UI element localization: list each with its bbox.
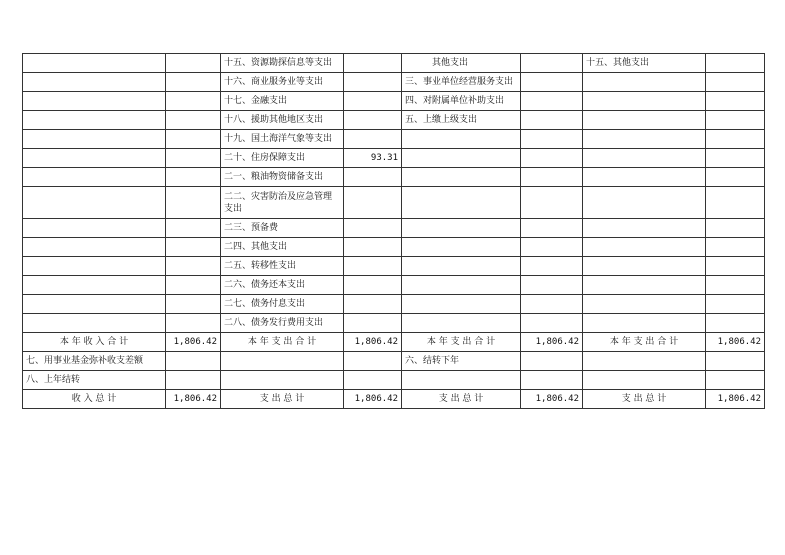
table-cell: [23, 54, 166, 73]
table-cell: 二三、预备费: [221, 219, 344, 238]
table-cell: [344, 257, 402, 276]
table-cell: [706, 276, 765, 295]
table-cell: [23, 187, 166, 219]
table-cell: [521, 111, 583, 130]
table-cell: [583, 276, 706, 295]
table-cell: [344, 73, 402, 92]
table-cell: [706, 238, 765, 257]
budget-table: [22, 53, 765, 409]
table-cell: [166, 149, 221, 168]
table-row: [23, 352, 765, 371]
table-cell: [706, 168, 765, 187]
table-cell: [521, 314, 583, 333]
table-cell: [166, 314, 221, 333]
table-cell: 十八、援助其他地区支出: [221, 111, 344, 130]
table-cell: 收 入 总 计: [23, 390, 166, 409]
table-cell: [23, 219, 166, 238]
table-cell: [583, 149, 706, 168]
table-cell: [23, 314, 166, 333]
table-cell: [583, 168, 706, 187]
table-cell: [344, 371, 402, 390]
table-cell: 六、结转下年: [402, 352, 521, 371]
table-row: [23, 390, 765, 409]
table-row: [23, 333, 765, 352]
table-cell: [402, 130, 521, 149]
table-cell: [402, 149, 521, 168]
table-row: [23, 295, 765, 314]
table-cell: [706, 73, 765, 92]
table-cell: [344, 92, 402, 111]
table-row: [23, 168, 765, 187]
table-cell: 二五、转移性支出: [221, 257, 344, 276]
table-cell: 1,806.42: [521, 333, 583, 352]
table-cell: [23, 295, 166, 314]
table-cell: [706, 219, 765, 238]
table-cell: 七、用事业基金弥补收支差额: [23, 352, 166, 371]
table-cell: [402, 295, 521, 314]
table-cell: [521, 73, 583, 92]
table-cell: [583, 187, 706, 219]
table-cell: [706, 314, 765, 333]
table-cell: [402, 371, 521, 390]
table-row: [23, 257, 765, 276]
table-cell: 1,806.42: [706, 333, 765, 352]
table-cell: [166, 111, 221, 130]
table-cell: [583, 371, 706, 390]
table-row: [23, 371, 765, 390]
table-cell: [166, 73, 221, 92]
budget-table-body: [23, 54, 765, 409]
table-cell: [23, 73, 166, 92]
table-cell: [166, 352, 221, 371]
table-cell: 十六、商业服务业等支出: [221, 73, 344, 92]
table-row: [23, 219, 765, 238]
table-cell: 本 年 支 出 合 计: [402, 333, 521, 352]
table-row: [23, 54, 765, 73]
table-cell: [23, 111, 166, 130]
table-cell: 十五、其他支出: [583, 54, 706, 73]
table-cell: [344, 314, 402, 333]
table-cell: [344, 219, 402, 238]
table-cell: 1,806.42: [521, 390, 583, 409]
table-row: [23, 73, 765, 92]
table-cell: [583, 130, 706, 149]
table-cell: [583, 92, 706, 111]
table-cell: [221, 371, 344, 390]
table-cell: [402, 168, 521, 187]
table-cell: [344, 130, 402, 149]
table-cell: 二七、债务付息支出: [221, 295, 344, 314]
table-cell: [402, 276, 521, 295]
table-cell: 四、对附属单位补助支出: [402, 92, 521, 111]
table-cell: [521, 257, 583, 276]
table-cell: [166, 168, 221, 187]
table-cell: [402, 219, 521, 238]
table-cell: [706, 111, 765, 130]
table-cell: [23, 130, 166, 149]
table-cell: [706, 187, 765, 219]
table-cell: 93.31: [344, 149, 402, 168]
table-cell: [166, 54, 221, 73]
table-cell: 二八、债务发行费用支出: [221, 314, 344, 333]
table-cell: [521, 168, 583, 187]
table-cell: [344, 295, 402, 314]
table-cell: [521, 238, 583, 257]
table-cell: 二四、其他支出: [221, 238, 344, 257]
table-cell: [583, 73, 706, 92]
table-cell: [706, 257, 765, 276]
table-row: [23, 111, 765, 130]
table-cell: [521, 149, 583, 168]
table-cell: 十九、国土海洋气象等支出: [221, 130, 344, 149]
table-cell: [706, 352, 765, 371]
table-cell: [166, 130, 221, 149]
table-cell: [402, 238, 521, 257]
table-cell: 本 年 支 出 合 计: [221, 333, 344, 352]
table-cell: 支 出 总 计: [583, 390, 706, 409]
table-cell: 二六、债务还本支出: [221, 276, 344, 295]
table-cell: [166, 92, 221, 111]
table-cell: 二二、灾害防治及应急管理支出: [221, 187, 344, 219]
table-cell: [583, 238, 706, 257]
table-cell: [344, 168, 402, 187]
table-cell: [583, 219, 706, 238]
table-cell: [583, 295, 706, 314]
table-cell: [402, 314, 521, 333]
table-cell: [583, 111, 706, 130]
table-row: [23, 187, 765, 219]
table-cell: [166, 295, 221, 314]
table-cell: [706, 149, 765, 168]
table-row: [23, 276, 765, 295]
table-cell: [166, 238, 221, 257]
table-cell: [706, 371, 765, 390]
table-cell: [706, 130, 765, 149]
table-cell: [706, 54, 765, 73]
table-cell: 十七、金融支出: [221, 92, 344, 111]
table-cell: 1,806.42: [166, 333, 221, 352]
table-row: [23, 149, 765, 168]
table-cell: 1,806.42: [706, 390, 765, 409]
table-cell: [521, 54, 583, 73]
table-row: [23, 314, 765, 333]
table-cell: 八、上年结转: [23, 371, 166, 390]
table-cell: [23, 238, 166, 257]
table-cell: [521, 295, 583, 314]
table-cell: 本 年 支 出 合 计: [583, 333, 706, 352]
table-cell: [344, 54, 402, 73]
table-cell: 二十、住房保障支出: [221, 149, 344, 168]
table-cell: 1,806.42: [166, 390, 221, 409]
table-cell: 支 出 总 计: [221, 390, 344, 409]
table-cell: [521, 219, 583, 238]
table-cell: [221, 352, 344, 371]
table-cell: [521, 352, 583, 371]
table-cell: [23, 276, 166, 295]
table-row: [23, 130, 765, 149]
table-cell: [402, 257, 521, 276]
table-cell: [583, 314, 706, 333]
table-cell: 五、上缴上级支出: [402, 111, 521, 130]
table-cell: [521, 187, 583, 219]
table-cell: [344, 111, 402, 130]
table-cell: [583, 352, 706, 371]
table-cell: [344, 187, 402, 219]
table-cell: [706, 92, 765, 111]
table-cell: [583, 257, 706, 276]
table-cell: [23, 149, 166, 168]
table-cell: 支 出 总 计: [402, 390, 521, 409]
table-cell: [344, 238, 402, 257]
table-cell: [166, 257, 221, 276]
table-cell: 十五、资源勘探信息等支出: [221, 54, 344, 73]
table-cell: [23, 92, 166, 111]
table-cell: [521, 276, 583, 295]
table-cell: 二一、粮油物资储备支出: [221, 168, 344, 187]
table-cell: 三、事业单位经营服务支出: [402, 73, 521, 92]
table-cell: [706, 295, 765, 314]
table-cell: [344, 276, 402, 295]
table-cell: [23, 257, 166, 276]
table-cell: 其他支出: [402, 54, 521, 73]
table-cell: 本 年 收 入 合 计: [23, 333, 166, 352]
table-cell: [521, 130, 583, 149]
table-row: [23, 92, 765, 111]
table-cell: [166, 371, 221, 390]
table-cell: [166, 219, 221, 238]
table-cell: [166, 187, 221, 219]
table-cell: [23, 168, 166, 187]
table-row: [23, 238, 765, 257]
table-cell: [344, 352, 402, 371]
table-cell: 1,806.42: [344, 390, 402, 409]
table-cell: [521, 371, 583, 390]
table-cell: [521, 92, 583, 111]
table-cell: 1,806.42: [344, 333, 402, 352]
table-cell: [166, 276, 221, 295]
table-cell: [402, 187, 521, 219]
